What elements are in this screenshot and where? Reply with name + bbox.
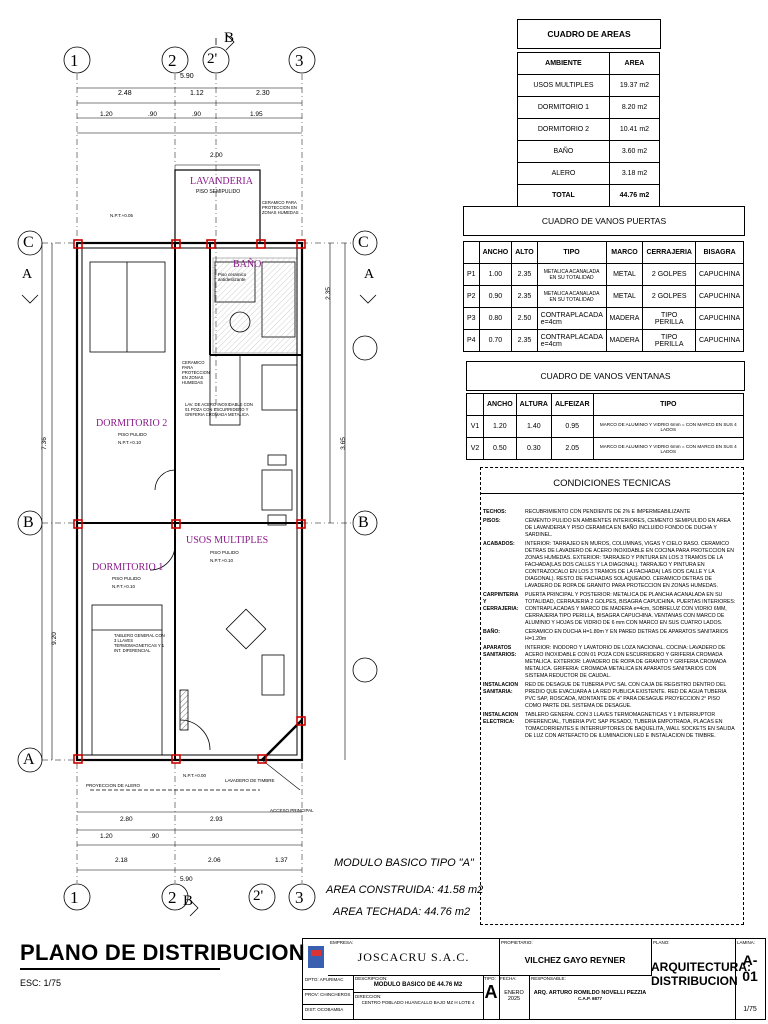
prov-label: PROV:	[305, 992, 319, 997]
section-label: B	[224, 30, 235, 46]
dim-text: 2.30	[256, 90, 270, 97]
plan-note: TABLERO GENERAL CON 3 LLAVES TERMOMAGNETICAS Y 1 INT. DIFERENCIAL	[114, 633, 165, 654]
areas-cell: DORMITORIO 1	[518, 97, 610, 119]
axis-label: 1	[70, 51, 79, 70]
area-construida: AREA CONSTRUIDA: 41.58 m2	[326, 884, 484, 896]
room-label: BAÑO	[233, 259, 262, 270]
resp-value: ARQ. ARTURO ROMILDO NOVELLI PEZZIA	[533, 990, 647, 996]
section-label: B	[183, 893, 194, 909]
tipo-label: TIPO:	[484, 976, 496, 981]
cond-key: TECHOS:	[483, 509, 507, 515]
dim-text: 2.93	[210, 816, 223, 823]
doors-cell: 2.50	[512, 308, 537, 330]
cond-key: CARPINTERIA Y CERRAJERIA:	[483, 592, 519, 613]
doors-cell: 0.90	[479, 286, 512, 308]
axis-label: C	[358, 234, 369, 251]
doors-cell: TIPO PERILLA	[643, 330, 696, 352]
empresa-cell	[328, 939, 500, 976]
doors-cell: P1	[464, 264, 480, 286]
dim-text: 5.90	[180, 876, 193, 883]
doors-cell: P3	[464, 308, 480, 330]
conditions-title: CONDICIONES TECNICAS	[481, 478, 743, 494]
areas-cell: 8.20 m2	[609, 97, 659, 119]
windows-header: ALTURA	[516, 394, 551, 416]
cond-key: INSTALACION ELECTRICA:	[483, 712, 519, 726]
axis-label: B	[23, 514, 34, 531]
windows-header	[467, 394, 484, 416]
plano-name-1: ARQUITECTURA:	[651, 960, 751, 974]
dist-value: OCOBAMBA	[317, 1007, 344, 1012]
doors-cell: TIPO PERILLA	[643, 308, 696, 330]
axis-label: A	[23, 751, 35, 768]
doors-cell: P2	[464, 286, 480, 308]
windows-title: CUADRO DE VANOS VENTANAS	[466, 361, 745, 391]
windows-cell: V2	[467, 438, 484, 460]
doors-cell: 0.80	[479, 308, 512, 330]
dim-text: 1.37	[275, 857, 288, 864]
doors-cell: CAPUCHINA	[695, 286, 743, 308]
modulo-title: MODULO BASICO TIPO "A"	[334, 857, 474, 869]
areas-cell: 10.41 m2	[609, 119, 659, 141]
areas-cell: 3.60 m2	[609, 141, 659, 163]
cond-key: INSTALACION SANITARIA:	[483, 682, 519, 696]
room-label: LAVANDERIA	[190, 176, 253, 187]
dim-text: 5.90	[180, 73, 194, 80]
dim-text: .90	[148, 111, 158, 118]
windows-cell: 0.30	[516, 438, 551, 460]
doors-header: ANCHO	[479, 242, 512, 264]
dim-text: 2.00	[210, 152, 223, 159]
doors-cell: CONTRAPLACADA e=4cm	[537, 308, 606, 330]
doors-cell: METALICA ACANALADA EN SU TOTALIDAD	[537, 264, 606, 286]
windows-header: ALFEIZAR	[551, 394, 593, 416]
propietario-name: VILCHEZ GAYO REYNER	[524, 955, 626, 965]
lamina-cell	[735, 939, 765, 1019]
lamina-scale: 1/75	[743, 1006, 757, 1013]
areas-cell: USOS MULTIPLES	[518, 75, 610, 97]
level-note: N.P.T.+0.10	[112, 584, 136, 589]
windows-cell: 1.40	[516, 416, 551, 438]
level-note: N.P.T.+0.05	[110, 213, 134, 218]
areas-cell: TOTAL	[518, 185, 610, 207]
dim-text: 1.20	[100, 833, 113, 840]
windows-cell: MARCO DE ALUMINIO Y VIDRIO 6mm = CON MARCO EN SUS 4 LADOS	[593, 416, 743, 438]
dim-text: 1.12	[190, 90, 204, 97]
dim-text: .90	[150, 833, 160, 840]
doors-cell: 0.70	[479, 330, 512, 352]
dim-text: .90	[192, 111, 202, 118]
dpto-value: APURIMAC	[319, 977, 344, 982]
company-logo	[306, 942, 326, 972]
areas-cell: 3.18 m2	[609, 163, 659, 185]
axis-label: 1	[70, 888, 79, 907]
title-block	[302, 938, 766, 1020]
doors-cell: CAPUCHINA	[695, 330, 743, 352]
level-note: N.P.T.+0.10	[210, 558, 234, 563]
dim-text: 9.20	[50, 632, 58, 645]
areas-header: AMBIENTE	[518, 53, 610, 75]
doors-header: TIPO	[537, 242, 606, 264]
areas-cell: 19.37 m2	[609, 75, 659, 97]
conditions-panel	[480, 467, 744, 925]
propietario-label: PROPIETARIO:	[501, 940, 533, 945]
empresa-label: EMPRESA:	[330, 940, 354, 945]
level-note: N.P.T.+0.10	[118, 440, 142, 445]
dir-label: DIRECCION:	[353, 992, 483, 1000]
windows-cell: MARCO DE ALUMINIO Y VIDRIO 6mm = CON MARCO EN SUS 4 LADOS	[593, 438, 743, 460]
cond-val: INTERIOR: TARRAJEO EN MUROS, COLUMNAS, VIGAS Y CIELO RASO. CERAMICO DETRAS DE LAVADERO DE ACERO INOXIDABLE EN COCINA PARA PROTECCION EN ZONAS HUMEDAS. EXTERIOR: TARRAJEO Y PINTURA EN LOS 3 TRAMOS DE LA FACHADA(LAS DOS CALLES Y LA DIAGONAL). TARRAJEO Y PINTURA EN CONTRAZOCALO EN LOS 3 TRAMOS DE LA FACHADA( LAS DOS CALLE Y LA DIAGONAL). RESTO DE FACHADAS SOLAQUEADO. CERAMICO DETRAS DE LAVADERO DE ROPA DE GRANITO PARA PROTECCION EN ZONAS HUMEDAS.	[525, 541, 734, 590]
area-techada: AREA TECHADA: 44.76 m2	[333, 906, 471, 918]
dim-text: 1.20	[100, 111, 113, 118]
axis-label: 2	[168, 888, 177, 907]
areas-cell: BAÑO	[518, 141, 610, 163]
doors-cell: METAL	[606, 286, 643, 308]
areas-header: AREA	[609, 53, 659, 75]
doors-cell: 1.00	[479, 264, 512, 286]
axis-label: 3	[295, 51, 304, 70]
room-label: DORMITORIO 2	[96, 418, 168, 429]
doors-cell: P4	[464, 330, 480, 352]
cond-val: RED DE DESAGUE DE TUBERIA PVC SAL CON CAJA DE REGISTRO DENTRO DEL PREDIO QUE EVACUARA A LA RED PUBLICA EXISTENTE. RED DE AGUA TUBERIA PVC SAP, ROSCADA, MONTANTE DE 4" PARA DESAGUE PROYECCION 2° PISO COMO PARTE DEL SISTEMA DE DESAGUE.	[525, 682, 727, 710]
axis-bubble	[353, 336, 377, 360]
doors-cell: CAPUCHINA	[695, 264, 743, 286]
cond-val: CEMENTO PULIDO EN AMBIENTES INTERIORES, CEMENTO SEMIPULIDO EN AREA DE LAVANDERIA Y PISO CERAMICA EN BAÑO INCLUIDO FONDO DE DUCHA Y SARDINEL.	[525, 518, 731, 539]
cond-val: CERAMICO EN DUCHA H=1.80m Y EN PARED DETRAS DE APARATOS SANITARIOS H=1.20m	[525, 629, 729, 643]
lamina-number: A-01	[742, 952, 758, 984]
floor-note: PISO PULIDO	[112, 576, 141, 581]
section-label: A	[364, 267, 375, 282]
location-cell	[303, 975, 354, 1019]
dim-text: 2.18	[115, 857, 128, 864]
cond-key: PISOS:	[483, 518, 501, 525]
doors-cell: MADERA	[606, 308, 643, 330]
cond-key: ACABADOS:	[483, 541, 515, 548]
dpto-label: DPTO:	[305, 977, 319, 982]
doors-header	[464, 242, 480, 264]
fecha-label: FECHA:	[500, 976, 517, 981]
cond-val: RECUBRIMIENTO CON PENDIENTE DE 2% E IMPERMEABILIZANTE	[525, 509, 691, 515]
windows-header: ANCHO	[484, 394, 517, 416]
doors-cell: CAPUCHINA	[695, 308, 743, 330]
windows-cell: 1.20	[484, 416, 517, 438]
propietario-cell	[499, 939, 652, 976]
windows-cell: 2.05	[551, 438, 593, 460]
doors-cell: CONTRAPLACADA e=4cm	[537, 330, 606, 352]
windows-table	[466, 393, 744, 460]
floor-note: PISO SEMIPULIDO	[196, 189, 241, 195]
windows-cell: 0.95	[551, 416, 593, 438]
doors-cell: 2.35	[512, 330, 537, 352]
doors-cell: 2.35	[512, 286, 537, 308]
cond-val: INTERIOR: INODORO Y LAVATORIO DE LOZA NACIONAL. COCINA: LAVADERO DE ACERO INOXIDABLE CON 01 POZA CON ESCURRIDERO Y GRIFERIA CROMADA METALICA. EXTERIOR: LAVADERO DE ROPA DE GRANITO Y GRIFERIA CROMADA METALICA. GRIFERIA: CROMADA METALICA EN APARATOS SANITARIOS CON SISTEMA REDUCTOR DE CAUDAL.	[525, 645, 727, 680]
room-label: DORMITORIO 1	[92, 562, 164, 573]
windows-cell: 0.50	[484, 438, 517, 460]
prov-value: CHINCHEROS	[320, 992, 351, 997]
axis-label: B	[358, 514, 369, 531]
cond-key: APARATOS SANITARIOS:	[483, 645, 517, 659]
plan-note: CERAMICO PARA PROTECCION EN ZONAS HUMEDAS	[182, 360, 210, 386]
areas-title: CUADRO DE AREAS	[517, 19, 661, 49]
floor-note: PISO PULIDO	[210, 550, 239, 555]
dim-text: 2.80	[120, 816, 133, 823]
areas-cell: 44.76 m2	[609, 185, 659, 207]
axis-bubble	[353, 658, 377, 682]
level-note: N.P.T.+0.00	[183, 773, 207, 778]
doors-cell: 2.35	[512, 264, 537, 286]
section-label: A	[22, 267, 33, 282]
areas-cell: DORMITORIO 2	[518, 119, 610, 141]
plan-scale: ESC: 1/75	[20, 978, 62, 988]
plan-note: LAVADERO DE TIMBRE	[225, 778, 275, 783]
windows-cell: V1	[467, 416, 484, 438]
axis-label: 2	[168, 51, 177, 70]
dim-text: 2.35	[324, 287, 332, 300]
description-cell	[353, 975, 484, 1019]
plan-note: LAV. DE ACERO INOXIDABLE CON 01 POZA CON ESCURRIDERO Y GRIFERIA CROMADA METALICA	[185, 402, 253, 418]
empresa-name: JOSCACRU S.A.C.	[357, 950, 470, 964]
conditions-table	[481, 508, 739, 741]
floor-note: Piso ceramico antideslizante	[218, 272, 247, 282]
plano-name-2: DISTRIBUCION	[651, 974, 738, 988]
fecha-value: ENERO 2025	[504, 990, 524, 1002]
dist-label: DIST:	[305, 1007, 317, 1012]
fecha-cell	[499, 975, 530, 1019]
doors-header: ALTO	[512, 242, 537, 264]
plan-note: PROYECCION DE ALERO	[86, 783, 141, 788]
cond-val: PUERTA PRINCIPAL Y POSTERIOR: METALICA DE PLANCHA ACANALADA EN SU TOTALIDAD, CERRAJERIA 2 GOLPES, BISAGRA CAPUCHINA. PUERTAS INTERIORES: CONTRAPLACADAS Y MARCO DE MADERA e=4cm, SOBRELUZ CON VIDRIO 6MM, CERRAJERIA TIPO PERILLA, BISAGRA CAPUCHINA. VENTANAS CON MARCO DE ALUMINIO Y HOJAS DE VIDRIO DE 6 mm CON MARCO EN SUS CUATRO LADOS.	[525, 592, 736, 627]
dir-value: CENTRO POBLADO HUANCALLO BAJO MZ H LOTE 4	[361, 1000, 475, 1005]
dim-text: 2.06	[208, 857, 221, 864]
doors-cell: 2 GOLPES	[643, 286, 696, 308]
resp-cap: C.A.P. 6877	[578, 996, 602, 1001]
axis-label: C	[23, 234, 34, 251]
tipo-value: A	[484, 982, 498, 1002]
lamina-label: LAMINA:	[737, 940, 756, 945]
plan-title: PLANO DE DISTRIBUCION	[20, 940, 305, 965]
tipo-cell	[483, 975, 500, 1019]
doors-table	[463, 241, 744, 352]
areas-table	[517, 52, 660, 207]
doors-header: MARCO	[606, 242, 643, 264]
plan-note: CERAMICO PARA PROTECCION EN ZONAS HUMEDAS	[262, 200, 299, 216]
doors-cell: MADERA	[606, 330, 643, 352]
title-underline	[20, 968, 220, 970]
doors-cell: METALICA ACANALADA EN SU TOTALIDAD	[537, 286, 606, 308]
plan-note: ACCESO PRINCIPAL	[270, 808, 314, 813]
doors-header: CERRAJERIA	[643, 242, 696, 264]
desc-value: MODULO BASICO DE 44.76 M2	[373, 982, 463, 988]
cond-val: TABLERO GENERAL CON 3 LLAVES TERMOMAGNETICAS Y 1 INTERRUPTOR DIFERENCIAL, TUBERIA PVC SAP PESADO, TUBERIA EMPOTRADA, PLACAS EN TOMACORRIENTES E INTERRUPTORES DE BAQUELITA, WALL SOCKETS EN SALIDA DE LUZ CON ARTEFACTO DE ILUMINACION LED E INSTALACION DE TIMBRE.	[525, 712, 735, 740]
doors-title: CUADRO DE VANOS PUERTAS	[463, 206, 745, 236]
room-label: USOS MULTIPLES	[186, 535, 269, 546]
doors-cell: METAL	[606, 264, 643, 286]
cond-key: BAÑO:	[483, 629, 501, 636]
dim-text: 2.48	[118, 90, 132, 97]
desc-label: DESCRIPCION:	[355, 976, 388, 981]
responsable-cell	[529, 975, 651, 1019]
dim-text: 3.65	[339, 437, 347, 450]
axis-label: 2'	[207, 51, 218, 67]
dim-text: 7.36	[40, 437, 48, 450]
resp-label: RESPONSABLE:	[531, 976, 566, 981]
doors-cell: 2 GOLPES	[643, 264, 696, 286]
axis-label: 3	[295, 888, 304, 907]
windows-header: TIPO	[593, 394, 743, 416]
floor-note: PISO PULIDO	[118, 432, 147, 437]
plano-label: PLANO:	[653, 940, 670, 945]
dim-text: 1.95	[250, 111, 263, 118]
doors-header: BISAGRA	[695, 242, 743, 264]
axis-label: 2'	[253, 888, 264, 904]
areas-cell: ALERO	[518, 163, 610, 185]
